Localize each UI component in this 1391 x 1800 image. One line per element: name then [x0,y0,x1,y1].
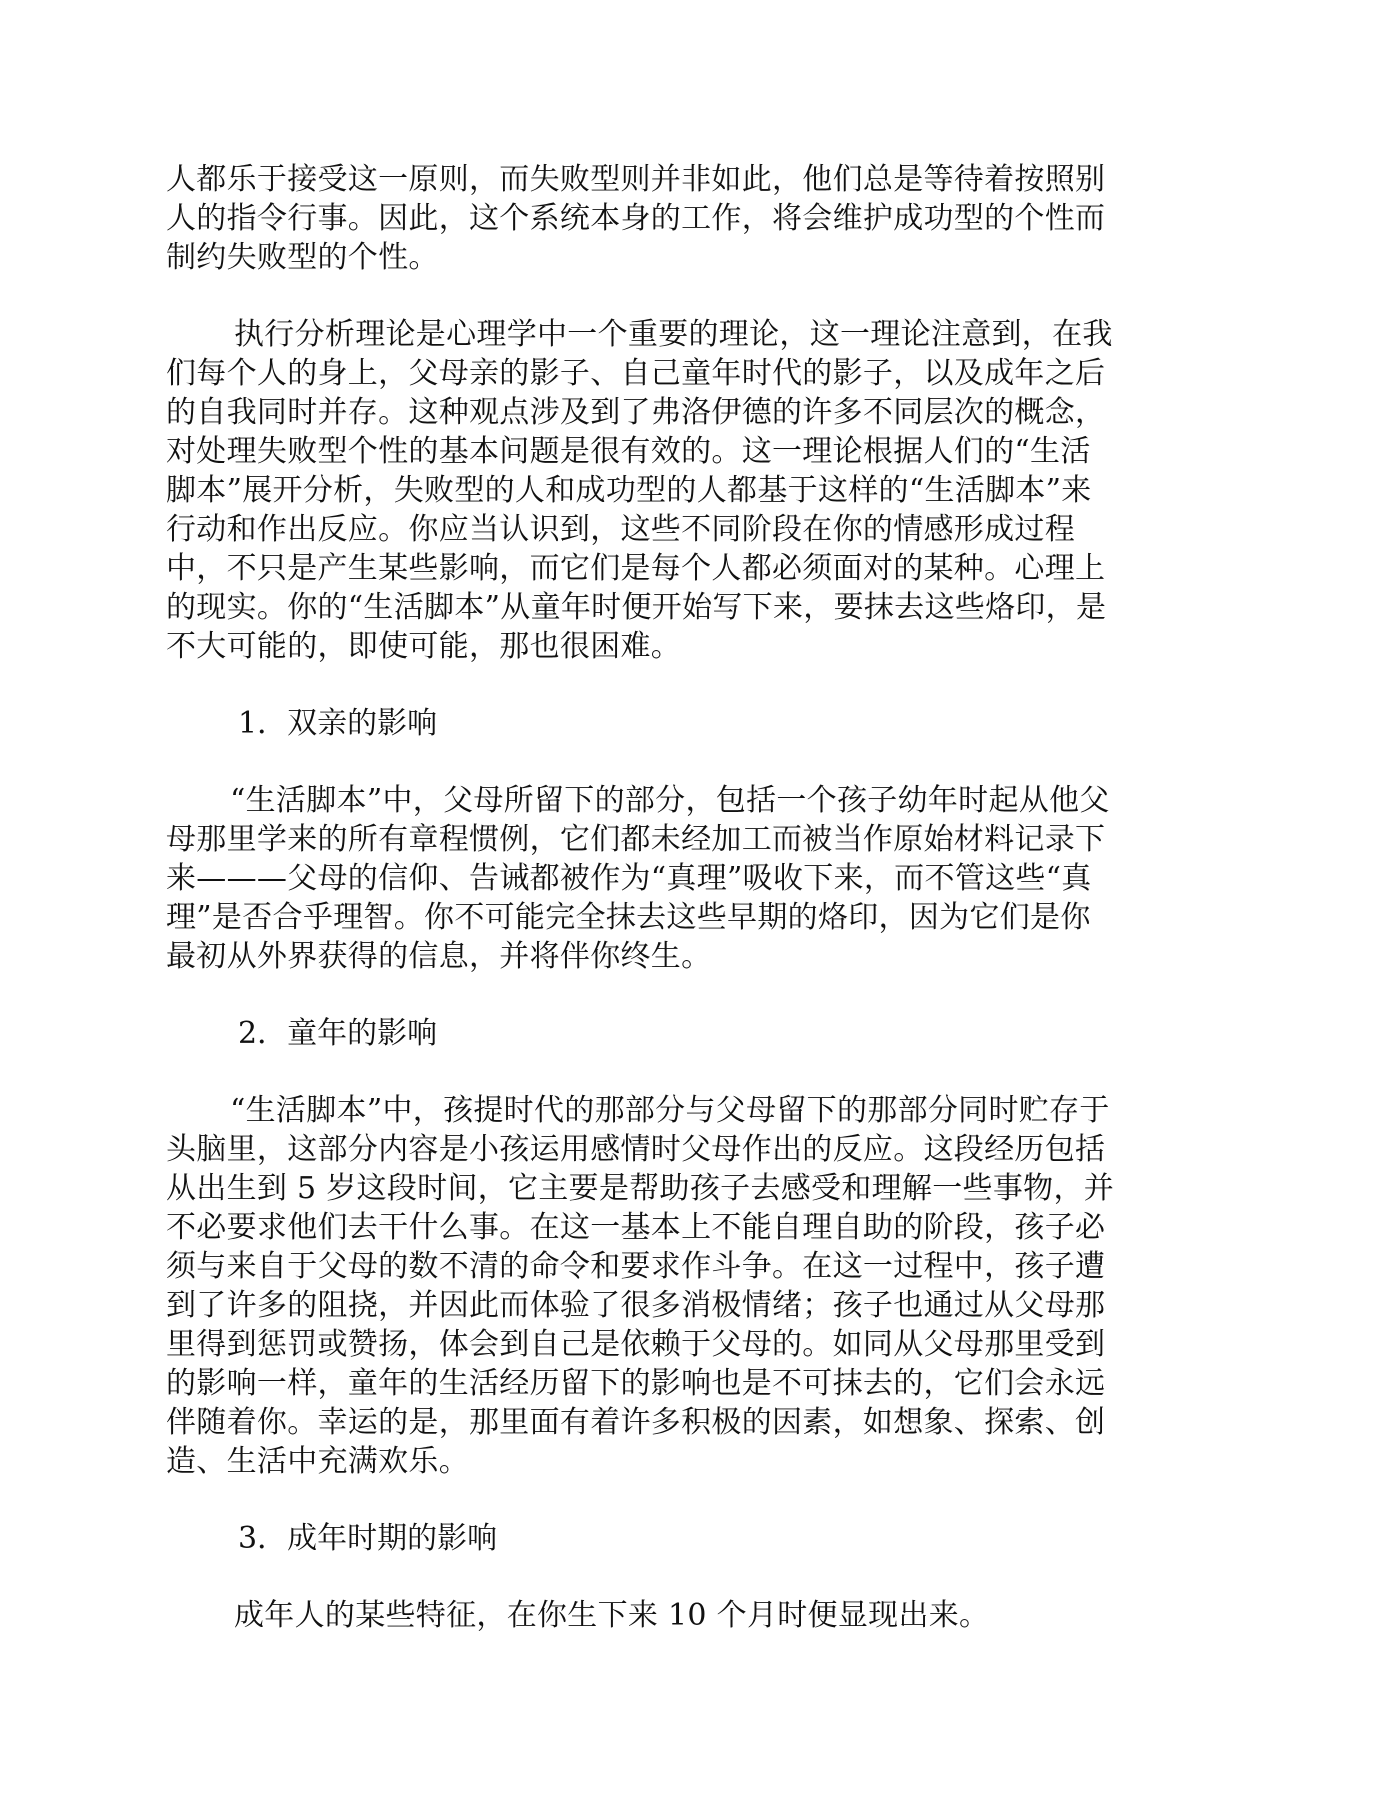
text-line: 中，不只是产生某些影响，而它们是每个人都必须面对的某种。心理上 [166,551,1106,586]
text-line: 头脑里，这部分内容是小孩运用感情时父母作出的反应。这段经历包括 [166,1132,1106,1167]
text-line: 不必要求他们去干什么事。在这一基本上不能自理自助的阶段，孩子必 [166,1210,1106,1245]
paragraph-3 [166,781,1232,976]
text-line: 执行分析理论是心理学中一个重要的理论，这一理论注意到，在我 [234,317,1113,352]
text-line: “生活脚本”中，孩提时代的那部分与父母留下的那部分同时贮存于 [230,1093,1110,1128]
text-line: 最初从外界获得的信息，并将伴你终生。 [166,939,712,974]
text-line: 的影响一样，童年的生活经历留下的影响也是不可抹去的，它们会永远 [166,1366,1106,1401]
text-line: 理”是否合乎理智。你不可能完全抹去这些早期的烙印，因为它们是你 [166,900,1091,935]
text-line: 里得到惩罚或赞扬，体会到自己是依赖于父母的。如同从父母那里受到 [166,1327,1106,1362]
text-line: 行动和作出反应。你应当认识到，这些不同阶段在你的情感形成过程 [166,512,1075,547]
text-line: “生活脚本”中，父母所留下的部分，包括一个孩子幼年时起从他父 [230,783,1110,818]
paragraph-4 [166,1091,1232,1481]
paragraph-5 [166,1596,1232,1635]
text-line: 制约失败型的个性。 [166,240,439,275]
text-line: 对处理失败型个性的基本问题是很有效的。这一理论根据人们的“生活 [166,434,1091,469]
text-line: 的自我同时并存。这种观点涉及到了弗洛伊德的许多不同层次的概念， [166,395,1106,430]
text-line: 须与来自于父母的数不清的命令和要求作斗争。在这一过程中，孩子遭 [166,1249,1106,1284]
section-heading-1: 1．双亲的影响 [238,706,438,741]
text-line: 不大可能的，即使可能，那也很困难。 [166,629,682,664]
text-line: 的现实。你的“生活脚本”从童年时便开始写下来，要抹去这些烙印，是 [166,590,1107,625]
text-line: 成年人的某些特征，在你生下来 10 个月时便显现出来。 [234,1598,990,1633]
text-line: 到了许多的阻挠，并因此而体验了很多消极情绪；孩子也通过从父母那 [166,1288,1106,1323]
document-body [166,160,1232,1673]
paragraph-2 [166,315,1232,666]
text-line: 人都乐于接受这一原则，而失败型则并非如此，他们总是等待着按照别 [166,162,1106,197]
text-line: 母那里学来的所有章程惯例，它们都未经加工而被当作原始材料记录下 [166,822,1106,857]
text-line: 伴随着你。幸运的是，那里面有着许多积极的因素，如想象、探索、创 [166,1405,1106,1440]
text-line: 人的指令行事。因此，这个系统本身的工作，将会维护成功型的个性而 [166,201,1106,236]
text-line: 来———父母的信仰、告诫都被作为“真理”吸收下来，而不管这些“真 [166,861,1092,896]
paragraph-1 [166,160,1232,277]
text-line: 们每个人的身上，父母亲的影子、自己童年时代的影子，以及成年之后 [166,356,1106,391]
section-heading-3: 3．成年时期的影响 [238,1521,498,1556]
text-line: 造、生活中充满欢乐。 [166,1444,469,1479]
text-line: 从出生到 5 岁这段时间，它主要是帮助孩子去感受和理解一些事物，并 [166,1171,1115,1206]
section-heading-2: 2．童年的影响 [238,1016,438,1051]
text-line: 脚本”展开分析，失败型的人和成功型的人都基于这样的“生活脚本”来 [166,473,1092,508]
